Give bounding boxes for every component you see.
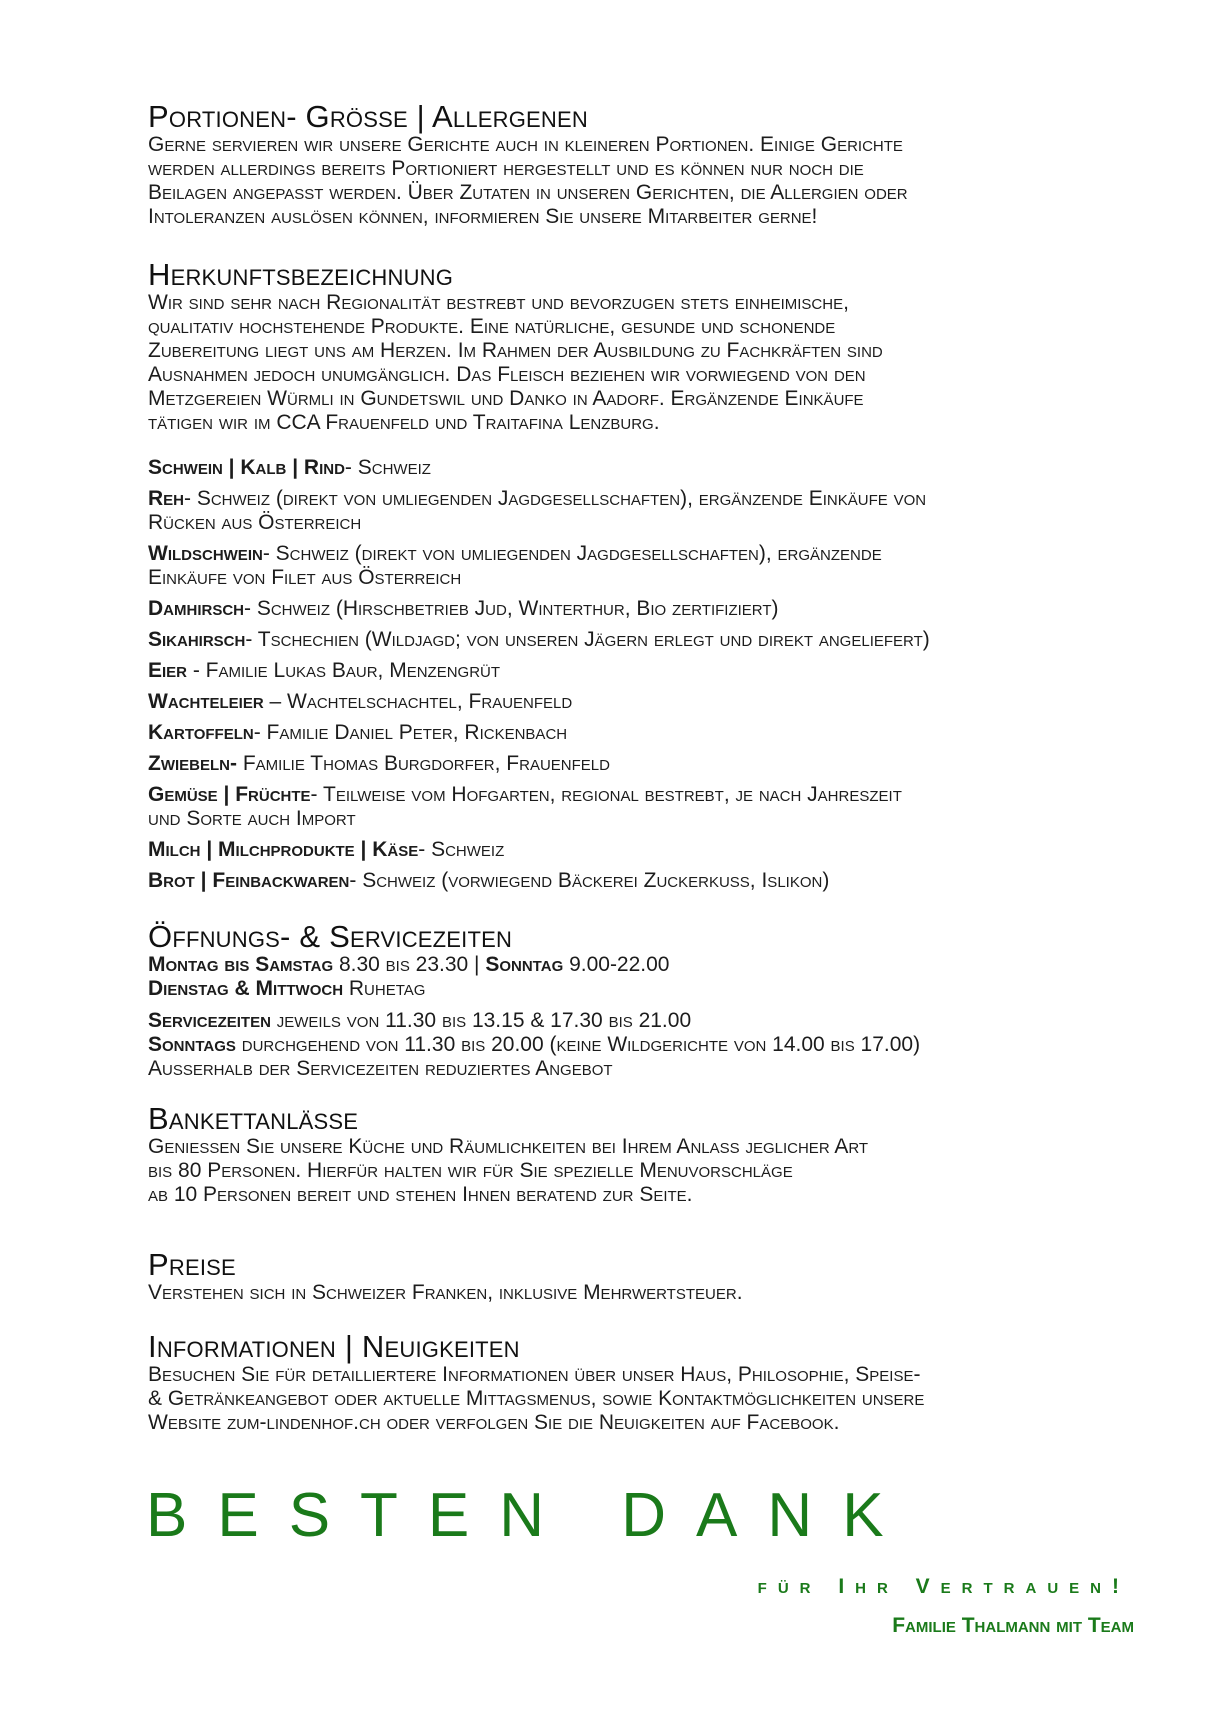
hours-sunday-time: 9.00-22.00 (563, 953, 670, 976)
hours-sundays-text: durchgehend von 11.30 bis 20.00 (keine Wildgerichte von 14.00 bis 17.00) (235, 1033, 921, 1056)
list-item (148, 456, 1148, 480)
hours-line-outside: Ausserhalb der Servicezeiten reduziertes Angebot (148, 1057, 613, 1080)
list-item (148, 487, 1148, 535)
allergens-line: werden allerdings bereits Portioniert hergestellt und es können nur noch die (148, 157, 864, 180)
list-item (148, 542, 1148, 590)
origin-line: Metzgereien Würmli in Gundetswil und Danko in Aadorf. Ergänzende Einkäufe (148, 387, 864, 410)
info-line: & Getränkeangebot oder aktuelle Mittagsmenus, sowie Kontaktmöglichkeiten unsere (148, 1387, 925, 1410)
list-item (148, 597, 1148, 621)
list-item (148, 869, 1148, 893)
origin-item-key: Gemüse | Früchte (148, 783, 311, 806)
hours-heading: Öffnungs- & Servicezeiten (148, 919, 513, 954)
origin-item-value: - Schweiz (vorwiegend Bäckerei Zuckerkuss, Islikon) (349, 869, 830, 892)
origin-item-value-cont: und Sorte auch Import (148, 807, 356, 830)
hours-closed-label: Dienstag & Mittwoch (148, 977, 344, 1000)
banquet-heading: Bankettanlässe (148, 1101, 359, 1136)
origin-item-key: Reh (148, 487, 185, 510)
allergens-line: Beilagen angepasst werden. Über Zutaten in unseren Gerichten, die Allergien oder (148, 181, 908, 204)
hours-line-closed (148, 977, 920, 1001)
banquet-line: Geniessen Sie unsere Küche und Räumlichkeiten bei Ihrem Anlass jeglicher Art (148, 1135, 869, 1158)
allergens-line: Gerne servieren wir unsere Gerichte auch in kleineren Portionen. Einige Gerichte (148, 133, 903, 156)
banquet-line: ab 10 Personen bereit und stehen Ihnen beratend zur Seite. (148, 1183, 693, 1206)
banquet-line: bis 80 Personen. Hierfür halten wir für Sie spezielle Menuvorschläge (148, 1159, 793, 1182)
origin-item-key: Schwein | Kalb | Rind (148, 456, 345, 479)
origin-item-key: Eier (148, 659, 188, 682)
origin-item-value: - Schweiz (Hirschbetrieb Jud, Winterthur, Bio zertifiziert) (244, 597, 779, 620)
origin-item-value-cont: Einkäufe von Filet aus Österreich (148, 566, 462, 589)
origin-item-key: Kartoffeln (148, 721, 254, 744)
origin-item-key: Wachteleier (148, 690, 264, 713)
origin-item-key: Wildschwein (148, 542, 263, 565)
origin-item-value: - Schweiz (direkt von umliegenden Jagdgesellschaften), ergänzende Einkäufe von (184, 487, 927, 510)
section-origin (148, 258, 883, 435)
list-item (148, 690, 1148, 714)
trust-tagline: für Ihr Vertrauen! (757, 1575, 1130, 1598)
origin-line: Zubereitung liegt uns am Herzen. Im Rahmen der Ausbildung zu Fachkräften sind (148, 339, 883, 362)
hours-mon-sat-label: Montag bis Samstag (148, 953, 334, 976)
origin-list (148, 456, 1148, 900)
list-item (148, 721, 1148, 745)
origin-item-value: - Familie Lukas Baur, Menzengrüt (187, 659, 501, 682)
hours-line-sundays (148, 1033, 920, 1057)
hours-mon-sat-time: 8.30 bis 23.30 | (333, 953, 486, 976)
section-opening-hours (148, 920, 920, 1081)
list-item (148, 783, 1148, 831)
origin-heading: Herkunftsbezeichnung (148, 257, 454, 292)
hours-line-mon-sat (148, 953, 920, 977)
origin-item-value: - Schweiz (344, 456, 431, 479)
thanks-heading: BESTEN DANK (146, 1481, 914, 1550)
section-information (148, 1330, 1148, 1435)
origin-item-key: Brot | Feinbackwaren (148, 869, 350, 892)
hours-service-text: jeweils von 11.30 bis 13.15 & 17.30 bis 21.00 (270, 1009, 692, 1032)
origin-line: tätigen wir im CCA Frauenfeld und Traitafina Lenzburg. (148, 411, 660, 434)
hours-sundays-label: Sonntags (148, 1033, 236, 1056)
origin-line: Ausnahmen jedoch unumgänglich. Das Fleisch beziehen wir vorwiegend von den (148, 363, 866, 386)
origin-item-key: Zwiebeln- (148, 752, 237, 775)
hours-sunday-label: Sonntag (485, 953, 564, 976)
origin-item-value-cont: Rücken aus Österreich (148, 511, 362, 534)
allergens-heading: Portionen- Grösse | Allergenen (148, 99, 588, 134)
info-line: Besuchen Sie für detailliertere Informationen über unser Haus, Philosophie, Speise- (148, 1363, 921, 1386)
prices-heading: Preise (148, 1247, 236, 1282)
hours-line-service (148, 1009, 920, 1033)
origin-item-value: – Wachtelschachtel, Frauenfeld (263, 690, 573, 713)
section-allergens (148, 100, 908, 229)
origin-line: qualitativ hochstehende Produkte. Eine natürliche, gesunde und schonende (148, 315, 836, 338)
origin-item-value: - Teilweise vom Hofgarten, regional bestrebt, je nach Jahreszeit (310, 783, 902, 806)
list-item (148, 659, 1148, 683)
origin-item-value: - Schweiz (direkt von umliegenden Jagdgesellschaften), ergänzende (262, 542, 882, 565)
prices-text: Verstehen sich in Schweizer Franken, inklusive Mehrwertsteuer. (148, 1281, 743, 1304)
origin-item-value: - Tschechien (Wildjagd; von unseren Jägern erlegt und direkt angeliefert) (245, 628, 930, 651)
origin-item-value: Familie Thomas Burgdorfer, Frauenfeld (236, 752, 610, 775)
origin-item-key: Damhirsch (148, 597, 244, 620)
origin-item-value: - Schweiz (418, 838, 505, 861)
section-banquet (148, 1102, 868, 1207)
signature-family: Familie Thalmann mit Team (892, 1614, 1134, 1637)
list-item (148, 752, 1148, 776)
hours-closed-text: Ruhetag (343, 977, 426, 1000)
allergens-line: Intoleranzen auslösen können, informieren Sie unsere Mitarbeiter gerne! (148, 205, 818, 228)
origin-line: Wir sind sehr nach Regionalität bestrebt und bevorzugen stets einheimische, (148, 291, 849, 314)
origin-item-value: - Familie Daniel Peter, Rickenbach (253, 721, 568, 744)
list-item (148, 838, 1148, 862)
origin-item-key: Milch | Milchprodukte | Käse (148, 838, 419, 861)
hours-service-label: Servicezeiten (148, 1009, 271, 1032)
info-heading: Informationen | Neuigkeiten (148, 1329, 520, 1364)
origin-item-key: Sikahirsch (148, 628, 246, 651)
section-prices (148, 1248, 743, 1305)
info-line: Website zum-lindenhof.ch oder verfolgen Sie die Neuigkeiten auf Facebook. (148, 1411, 840, 1434)
spacer (148, 1001, 920, 1009)
list-item (148, 628, 1148, 652)
